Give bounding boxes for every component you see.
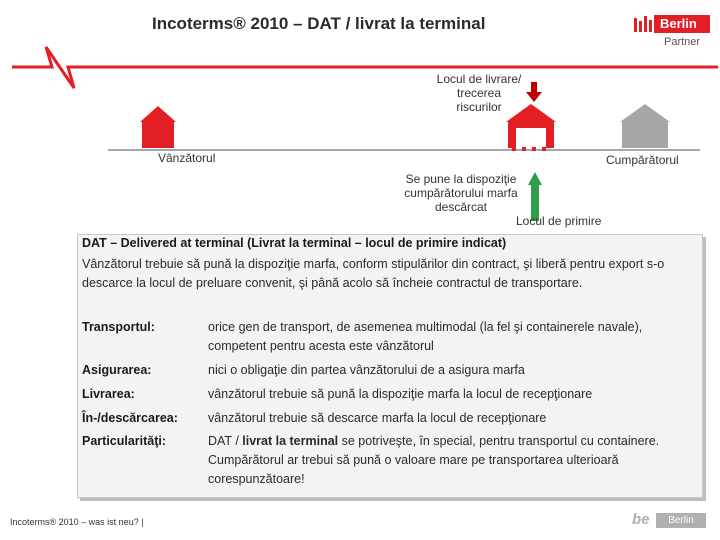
slide-title: Incoterms® 2010 – DAT / livrat la terminal (152, 14, 486, 33)
seller-house-icon (140, 106, 176, 148)
row-value-insurance: nici o obligaţie din partea vânzătorului de a asigura marfa (208, 363, 525, 377)
delivery-diagram (0, 40, 720, 240)
row-key-transport: Transportul: (82, 320, 155, 334)
route-line (12, 47, 718, 88)
row-key-delivery: Livrarea: (82, 387, 135, 401)
logo-text: Berlin (660, 16, 697, 31)
row-value-unloading: vânzătorul trebuie să descarce marfa la locul de recepţionare (208, 411, 547, 425)
buyer-house-icon (620, 104, 670, 148)
footer-logo-be: be (632, 511, 650, 528)
row-key-insurance: Asigurarea: (82, 363, 152, 377)
particularities-prefix: DAT / (208, 434, 243, 448)
seller-label: Vânzătorul (158, 151, 216, 165)
footer-logo-berlin: Berlin (656, 513, 706, 528)
row-key-particularities: Particularităţi: (82, 434, 167, 448)
footer-logo (630, 509, 710, 531)
row-key-unloading: În-/descărcarea: (82, 411, 178, 425)
row-value-particularities (208, 432, 694, 489)
row-value-transport: orice gen de transport, de asemenea multimodal (la fel şi containerele navale), competent pentru acesta este vânzătorul (208, 320, 643, 353)
particularities-suffix: se potriveşte, în special, pentru transportul cu containere. Cumpărătorul ar trebui să pună o valoare mare pe transportarea ulterioară corespunzătoare! (208, 434, 660, 486)
reception-place-label: Locul de primire (516, 214, 602, 228)
particularities-bold: livrat la terminal (242, 434, 339, 448)
logo-subtext: Partner (664, 36, 701, 48)
buyer-label: Cumpărătorul (606, 153, 679, 167)
dispose-label: Se pune la dispoziţie cumpărătorului marfa descărcat (404, 172, 518, 214)
row-value-delivery: vânzătorul trebuie să pună la dispoziţie marfa la locul de recepţionare (208, 387, 593, 401)
delivery-place-label: Locul de livrare/ trecerea riscurilor (436, 72, 522, 114)
info-heading: DAT – Delivered at terminal (Livrat la terminal – locul de primire indicat) (82, 236, 507, 250)
info-description: Vânzătorul trebuie să pună la dispoziţie marfa, conform stipulărilor din contract, şi liberă pentru export s-o descarce la locul de preluare convenit, şi până acolo să încheie contractul de transportare. (82, 257, 665, 290)
footer-text: Incoterms® 2010 – was ist neu? | (10, 517, 144, 527)
